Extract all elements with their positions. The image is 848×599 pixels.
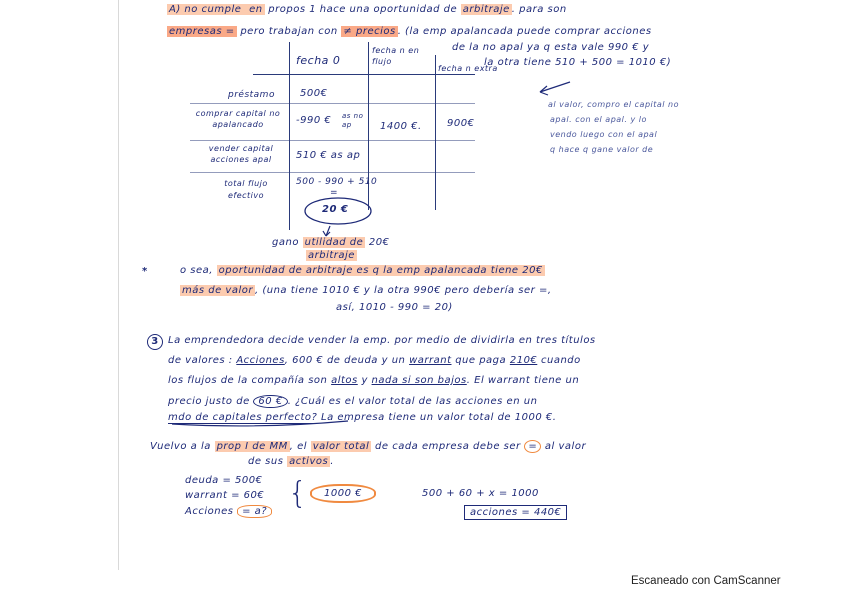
table-cell-comprar-f2: 900€: [447, 118, 475, 129]
problem-altos: altos: [331, 375, 358, 386]
table-row-label-prestamo: préstamo: [228, 90, 275, 100]
table-header-fecha-n-extra: fecha n extra: [438, 64, 498, 73]
mm-text-1g: al valor: [544, 441, 587, 452]
arrow-note-line-2: apal. con el apal. y lo: [550, 115, 647, 124]
mm-text-1a: Vuelvo a la: [150, 441, 211, 452]
problem-text-2a: de valores :: [168, 355, 233, 366]
calc-brace: {: [288, 476, 308, 511]
conclusion-highlight-1b: oportunidad de arbitraje es q la emp apalancada tiene 20€: [218, 265, 543, 276]
table-header-fecha0: fecha 0: [296, 54, 341, 67]
side-arrow-line: [540, 82, 570, 92]
problem-60-circled: 60 €: [253, 395, 287, 408]
calc-total-circled: 1000 €: [310, 484, 376, 503]
intro-text-2b: pero trabajan con: [240, 26, 338, 37]
table-cell-comprar-f0: -990 €: [296, 115, 332, 126]
mm-activos-highlight: activos: [289, 456, 329, 467]
intro-highlight-1b: en: [249, 4, 263, 15]
problem-text-2g: cuando: [540, 355, 581, 366]
intro-arbitraje-highlight: arbitraje: [462, 4, 510, 15]
gain-highlight: utilidad de: [304, 237, 364, 248]
side-text-line-2: la otra tiene 510 + 500 = 1010 €): [484, 57, 672, 68]
result-circle: [305, 198, 371, 224]
mm-text-2a: de sus: [248, 456, 284, 467]
problem-text-4d: un: [523, 396, 538, 407]
table-cell-prestamo-f0: 500€: [300, 88, 328, 99]
conclusion-text-1a: o sea,: [180, 265, 213, 276]
table-cell-total-eq: =: [330, 188, 339, 198]
table-cell-total-result: 20 €: [322, 204, 349, 215]
calc-equation: 500 + 60 + x = 1000: [422, 488, 539, 499]
table-cell-comprar-note: as no ap: [342, 112, 364, 129]
calc-deuda: deuda = 500€: [185, 475, 263, 486]
problem-text-5b: La empresa tiene un valor total de 1000 €.: [321, 412, 557, 423]
gain-prefix: gano: [272, 237, 303, 248]
problem-acciones: Acciones: [236, 355, 285, 366]
problem-text-4a: precio justo de: [168, 396, 250, 407]
problem-text-2c: , 600 € de deuda y un: [284, 355, 406, 366]
calc-result-boxed: acciones = 440€: [464, 505, 567, 520]
problem-warrant: warrant: [409, 355, 452, 366]
problem-text-4c: . ¿Cuál es el valor total de las acciones en: [287, 396, 521, 407]
intro-empresas-highlight: empresas =: [169, 26, 235, 37]
arrow-note-line-3: vendo luego con el apal: [550, 130, 658, 139]
intro-text-2d: . (la emp apalancada puede comprar acciones: [397, 26, 652, 37]
conclusion-highlight-2a: más de valor: [182, 285, 253, 296]
calc-acciones-value-circled: = a?: [237, 505, 272, 518]
mm-prop-highlight: prop I de MM: [216, 441, 288, 452]
problem-text-3a: los flujos de la compañía son: [168, 375, 328, 386]
problem-line-1: La emprendedora decide vender la emp. por medio de dividirla en tres títulos: [168, 335, 596, 346]
table-row-label-vender: vender capital acciones apal: [208, 144, 274, 164]
problem-text-2e: que paga: [455, 355, 507, 366]
calc-warrant: warrant = 60€: [185, 490, 265, 501]
intro-highlight-1: A) no cumple: [169, 4, 246, 15]
mm-text-1c: , el: [289, 441, 308, 452]
table-row-label-comprar: comprar capital no apalancado: [195, 109, 281, 129]
table-cell-vender-f0: 510 € as ap: [296, 150, 361, 161]
table-header-fecha-n-flujo: fecha n en flujo: [372, 46, 420, 66]
problem-mdo-underlined: mdo de capitales perfecto?: [168, 412, 318, 423]
arrow-note-line-1: al valor, compro el capital no: [548, 100, 680, 109]
problem-210: 210€: [509, 355, 538, 366]
intro-text-1c: propos 1 hace una oportunidad de: [268, 4, 458, 15]
problem-text-3e: . El warrant tiene un: [466, 375, 580, 386]
conclusion-bullet: *: [142, 266, 148, 277]
conclusion-text-2b: , (una tiene 1010 € y la otra 990€ pero debería ser =,: [255, 285, 552, 296]
mdo-underline-stroke: [172, 421, 348, 426]
gain-amount: 20€: [365, 237, 390, 248]
mm-text-2c: .: [330, 456, 334, 467]
problem-nada: nada si son bajos: [371, 375, 467, 386]
calc-acciones-label: Acciones: [185, 506, 234, 517]
side-text-line-1: de la no apal ya q esta vale 990 € y: [452, 42, 650, 53]
intro-precios-highlight: ≠ precios: [343, 26, 396, 37]
gain-arbitraje-highlight: arbitraje: [308, 250, 355, 261]
table-cell-comprar-f1: 1400 €.: [380, 121, 422, 132]
scanner-footer: Escaneado con CamScanner: [631, 575, 781, 587]
mm-equals-circled: =: [524, 440, 541, 453]
arrow-note-line-4: q hace q gane valor de: [550, 145, 654, 154]
mm-text-1e: de cada empresa debe ser: [375, 441, 521, 452]
mm-valor-highlight: valor total: [312, 441, 370, 452]
intro-text-1e: . para son: [511, 4, 567, 15]
problem-text-3c: y: [361, 375, 368, 386]
table-row-label-total: total flujo efectivo: [224, 179, 268, 200]
table-cell-total-expr: 500 - 990 + 510: [296, 177, 378, 187]
conclusion-line-3: así, 1010 - 990 = 20): [336, 302, 453, 313]
problem-number-badge: 3: [147, 334, 163, 350]
